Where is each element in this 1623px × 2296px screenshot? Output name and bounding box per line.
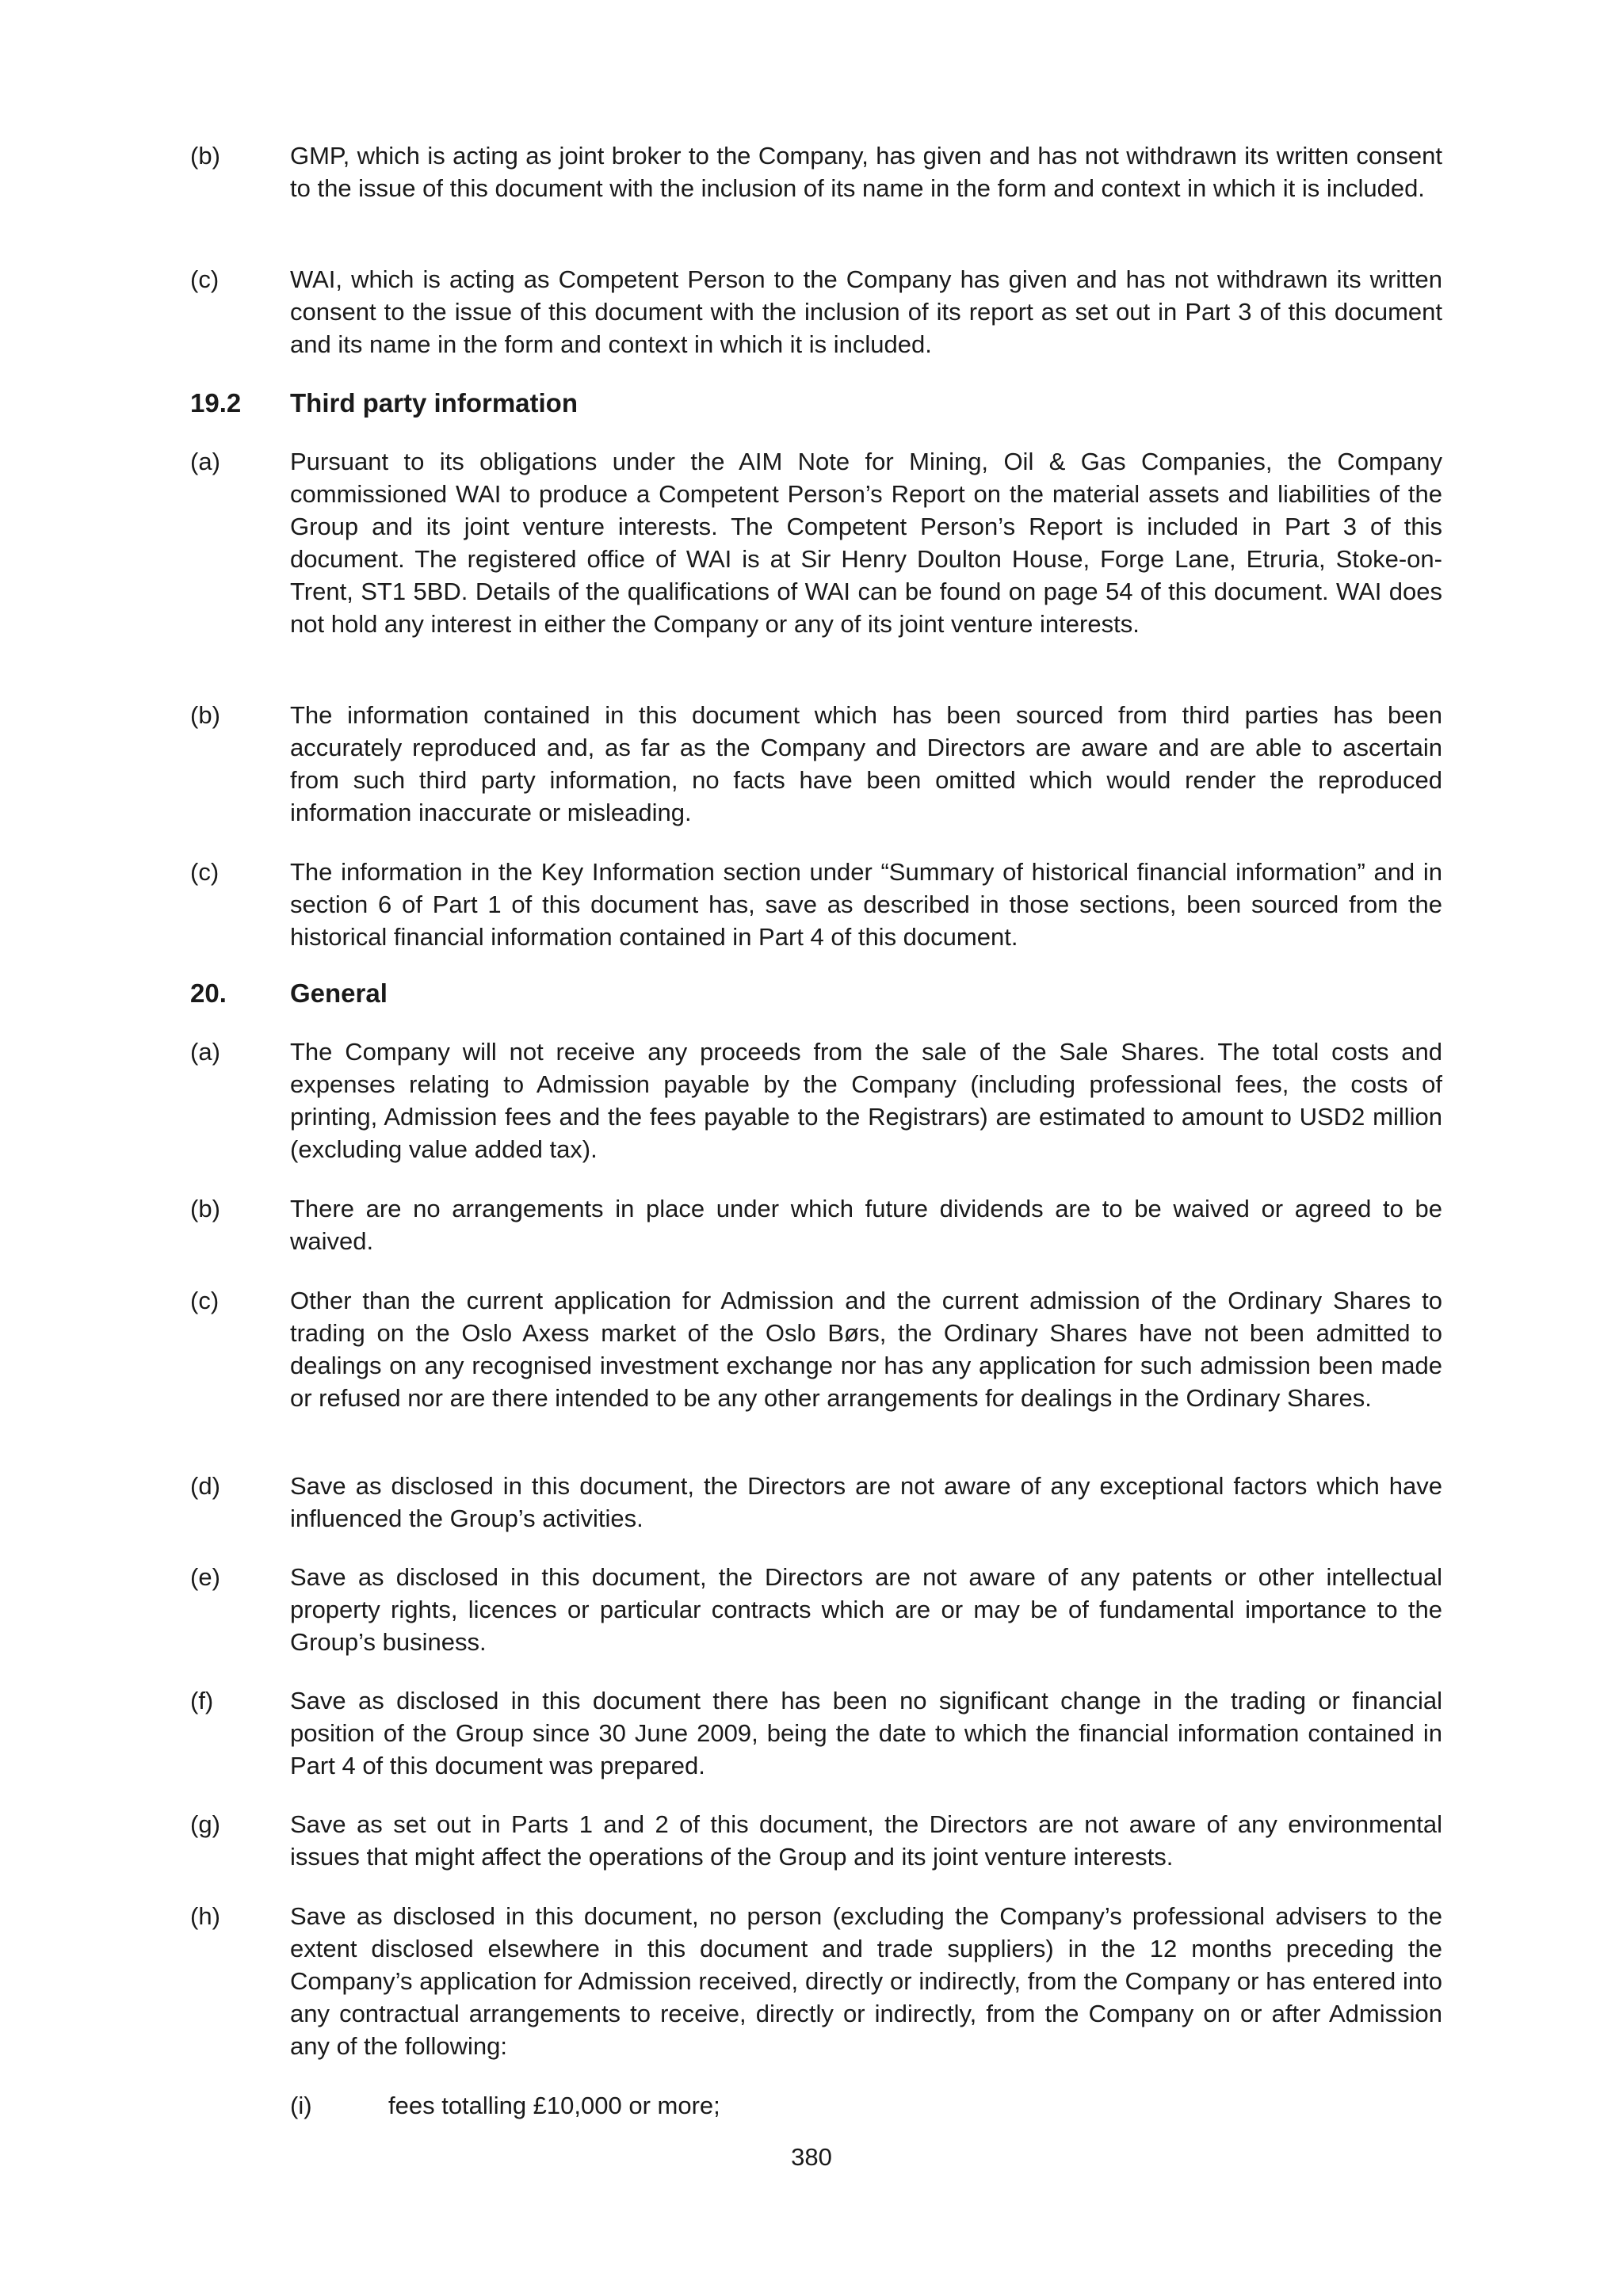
sub-item-text: fees totalling £10,000 or more;	[388, 2092, 720, 2119]
item-text: Save as disclosed in this document there has been no significant change in the trading or financial position of the Group since 30 June 2009, being the date to which the financial information contained in Part 4 of this document was prepared.	[290, 1687, 1442, 1779]
item-label: (f)	[190, 1687, 214, 1714]
sub-item-label: (i)	[290, 2092, 312, 2119]
item-label: (b)	[190, 1195, 220, 1222]
section-heading-19-2	[190, 387, 1442, 419]
item-text: GMP, which is acting as joint broker to the Company, has given and has not withdrawn its written consent to the issue of this document with the inclusion of its name in the form and context in which it is included.	[290, 142, 1442, 202]
paragraph-20-b	[190, 1192, 1442, 1257]
item-label: (d)	[190, 1472, 220, 1500]
item-text: Save as disclosed in this document, no person (excluding the Company’s professional advisers to the extent disclosed elsewhere in this document and trade suppliers) in the 12 months preceding the Company’s application for Admission received, directly or indirectly, from the Company or has entered into any contractual arrangements to receive, directly or indirectly, from the Company on or after Admission any of the following:	[290, 1902, 1442, 2060]
item-text: The information in the Key Information section under “Summary of historical financial information” and in section 6 of Part 1 of this document has, save as described in those sections, been sourced from the historical financial information contained in Part 4 of this document.	[290, 858, 1442, 951]
item-text: The Company will not receive any proceeds from the sale of the Sale Shares. The total costs and expenses relating to Admission payable by the Company (including professional fees, the costs of printing, Admission fees and the fees payable to the Registrars) are estimated to amount to USD2 million (excluding value added tax).	[290, 1038, 1442, 1163]
paragraph-20-d	[190, 1470, 1442, 1535]
section-number: 20.	[190, 978, 227, 1008]
paragraph-20-a	[190, 1035, 1442, 1165]
item-label: (h)	[190, 1902, 220, 1930]
sub-item-20-h-i	[290, 2089, 1442, 2122]
item-text: Save as disclosed in this document, the Directors are not aware of any exceptional factors which have influenced the Group’s activities.	[290, 1472, 1442, 1532]
item-label: (a)	[190, 1038, 220, 1066]
item-label: (g)	[190, 1810, 220, 1838]
item-label: (c)	[190, 1287, 220, 1314]
paragraph-19-2-a	[190, 445, 1442, 640]
paragraph-20-c	[190, 1284, 1442, 1414]
paragraph-19-1-b	[190, 139, 1442, 204]
item-text: There are no arrangements in place under which future dividends are to be waived or agreed to be waived.	[290, 1195, 1442, 1255]
item-label: (e)	[190, 1563, 220, 1591]
item-text: Other than the current application for Admission and the current admission of the Ordinary Shares to trading on the Oslo Axess market of the Oslo Børs, the Ordinary Shares have not been admitted to dealings on any recognised investment exchange nor has any application for such admission been made or refused nor are there intended to be any other arrangements for dealings in the Ordinary Shares.	[290, 1287, 1442, 1412]
item-label: (a)	[190, 448, 220, 475]
item-text: The information contained in this document which has been sourced from third parties has been accurately reproduced and, as far as the Company and Directors are aware and are able to ascertain from such third party information, no facts have been omitted which would render the reproduced information inaccurate or misleading.	[290, 701, 1442, 826]
paragraph-20-h	[190, 1900, 1442, 2062]
paragraph-20-f	[190, 1684, 1442, 1782]
page-number: 380	[791, 2143, 832, 2171]
paragraph-20-g	[190, 1808, 1442, 1873]
paragraph-19-2-c	[190, 856, 1442, 953]
item-label: (c)	[190, 265, 220, 293]
item-text: Pursuant to its obligations under the AIM Note for Mining, Oil & Gas Companies, the Company commissioned WAI to produce a Competent Person’s Report on the material assets and liabilities of the Group and its joint venture interests. The Competent Person’s Report is included in Part 3 of this document. The registered office of WAI is at Sir Henry Doulton House, Forge Lane, Etruria, Stoke-on-Trent, ST1 5BD. Details of the qualifications of WAI can be found on page 54 of this document. WAI does not hold any interest in either the Company or any of its joint venture interests.	[290, 448, 1442, 638]
item-text: WAI, which is acting as Competent Person to the Company has given and has not withdrawn its written consent to the issue of this document with the inclusion of its report as set out in Part 3 of this document and its name in the form and context in which it is included.	[290, 265, 1442, 358]
paragraph-19-1-c	[190, 263, 1442, 360]
section-title: General	[290, 978, 388, 1008]
item-label: (b)	[190, 142, 220, 170]
item-text: Save as disclosed in this document, the Directors are not aware of any patents or other intellectual property rights, licences or particular contracts which are or may be of fundamental importance to the Group’s business.	[290, 1563, 1442, 1656]
item-text: Save as set out in Parts 1 and 2 of this document, the Directors are not aware of any environmental issues that might affect the operations of the Group and its joint venture interests.	[290, 1810, 1442, 1871]
section-heading-20	[190, 977, 1442, 1009]
paragraph-19-2-b	[190, 699, 1442, 829]
section-title: Third party information	[290, 388, 578, 418]
item-label: (c)	[190, 858, 220, 886]
item-label: (b)	[190, 701, 220, 729]
section-number: 19.2	[190, 388, 242, 418]
paragraph-20-e	[190, 1561, 1442, 1658]
